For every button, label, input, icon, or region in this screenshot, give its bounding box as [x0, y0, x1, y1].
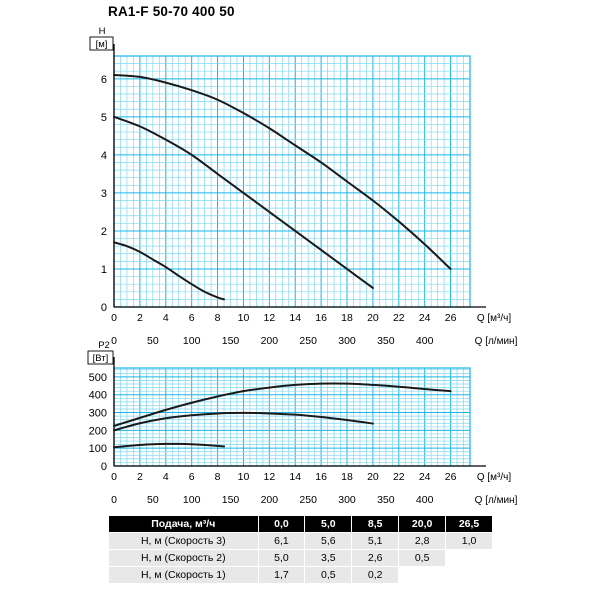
x-tick-label-power-lmin: 50 [146, 494, 159, 506]
y-tick-label-power: 400 [88, 389, 107, 402]
table-row [109, 550, 493, 567]
x-tick-label-power-lmin: 400 [415, 494, 434, 506]
table-cell: 5,0 [258, 550, 305, 567]
x-tick-label-head-lmin: 250 [299, 335, 317, 347]
table-cell [399, 567, 446, 584]
x-tick-label-power-m3h: 14 [289, 471, 302, 483]
table-cell: 6,1 [258, 533, 305, 550]
table-header-cell-1: 0,0 [258, 516, 305, 533]
y-tick-label-head: 2 [100, 225, 107, 238]
table-cell: 0,2 [352, 567, 399, 584]
power-chart-grid [114, 357, 486, 466]
x-tick-label-head-m3h: 16 [315, 312, 327, 324]
y-unit-label-head: [м] [95, 39, 108, 50]
x-tick-label-power-lmin: 150 [221, 494, 240, 506]
y-axis-title-power: P2 [98, 340, 110, 351]
x-axis-title-power-m3h: Q [м³/ч] [476, 472, 512, 483]
x-tick-label-power-m3h: 6 [188, 471, 195, 483]
x-tick-label-head-m3h: 4 [162, 312, 169, 324]
table-header-cell-5: 26,5 [446, 516, 493, 533]
row-label: H, м (Скорость 2) [109, 550, 259, 567]
y-tick-label-head: 1 [100, 263, 107, 276]
x-tick-label-power-m3h: 12 [263, 471, 276, 483]
table-cell: 2,6 [352, 550, 399, 567]
y-tick-label-head: 6 [100, 73, 107, 86]
x-tick-label-power-lmin: 300 [338, 494, 356, 506]
x-axis-title-head-lmin: Q [л/мин] [474, 336, 518, 347]
x-tick-label-power-m3h: 16 [315, 471, 327, 483]
x-tick-label-power-lmin: 250 [299, 494, 317, 506]
table-cell [446, 550, 493, 567]
y-axis-title-head: H [98, 26, 106, 37]
table-cell: 3,5 [305, 550, 352, 567]
x-tick-label-head-m3h: 10 [237, 312, 250, 324]
table-cell: 1,7 [258, 567, 305, 584]
x-tick-label-head-lmin: 400 [415, 335, 434, 347]
table-cell: 5,6 [305, 533, 352, 550]
table-cell: 0,5 [305, 567, 352, 584]
y-tick-label-power: 300 [88, 407, 107, 420]
x-tick-label-power-m3h: 2 [136, 471, 143, 483]
x-tick-label-power-m3h: 26 [444, 471, 457, 483]
x-tick-label-head-m3h: 20 [367, 312, 379, 324]
table-header-row [109, 516, 493, 533]
x-tick-label-power-m3h: 22 [392, 471, 405, 483]
y-tick-label-power: 0 [100, 461, 107, 473]
y-tick-label-power: 500 [88, 371, 107, 384]
y-tick-label-head: 5 [100, 111, 107, 124]
x-tick-label-head-m3h: 0 [111, 312, 117, 324]
x-tick-label-power-m3h: 0 [111, 471, 117, 483]
x-tick-label-head-m3h: 6 [188, 312, 195, 324]
table-cell [446, 567, 493, 584]
x-tick-label-head-lmin: 100 [182, 335, 201, 347]
x-tick-label-head-m3h: 18 [341, 312, 353, 324]
table-header-cell-3: 8,5 [352, 516, 399, 533]
table-cell: 5,1 [352, 533, 399, 550]
x-tick-label-head-m3h: 22 [392, 312, 405, 324]
table-row [109, 533, 493, 550]
y-tick-label-head: 0 [100, 302, 107, 314]
x-axis-title-power-lmin: Q [л/мин] [474, 495, 518, 506]
x-tick-label-head-m3h: 2 [136, 312, 143, 324]
table-cell: 0,5 [399, 550, 446, 567]
x-tick-label-head-m3h: 14 [289, 312, 302, 324]
x-tick-label-power-m3h: 10 [237, 471, 250, 483]
y-tick-label-power: 100 [88, 443, 107, 456]
x-tick-label-power-lmin: 350 [377, 494, 395, 506]
x-tick-label-power-m3h: 4 [162, 471, 169, 483]
x-tick-label-head-lmin: 0 [111, 335, 117, 347]
y-tick-label-head: 4 [100, 149, 107, 162]
y-tick-label-head: 3 [100, 187, 107, 200]
x-tick-label-head-lmin: 350 [377, 335, 395, 347]
page-title: RA1-F 50-70 400 50 [108, 4, 235, 19]
x-tick-label-head-lmin: 300 [338, 335, 356, 347]
table-row [109, 567, 493, 584]
x-tick-label-head-m3h: 26 [444, 312, 457, 324]
x-tick-label-power-m3h: 24 [418, 471, 431, 483]
x-tick-label-power-m3h: 18 [341, 471, 353, 483]
x-tick-label-power-m3h: 20 [367, 471, 379, 483]
table-header-cell-0: Подача, м³/ч [109, 516, 259, 533]
x-tick-label-head-lmin: 50 [146, 335, 159, 347]
row-label: H, м (Скорость 3) [109, 533, 259, 550]
x-tick-label-power-lmin: 0 [111, 494, 117, 506]
x-tick-label-head-m3h: 24 [418, 312, 431, 324]
x-tick-label-head-m3h: 12 [263, 312, 276, 324]
table-header-cell-2: 5,0 [305, 516, 352, 533]
row-label: H, м (Скорость 1) [109, 567, 259, 584]
x-axis-title-head-m3h: Q [м³/ч] [476, 313, 512, 324]
x-tick-label-head-lmin: 150 [221, 335, 240, 347]
table-cell: 2,8 [399, 533, 446, 550]
table-cell: 1,0 [446, 533, 493, 550]
x-tick-label-head-m3h: 8 [214, 312, 221, 324]
x-tick-label-power-m3h: 8 [214, 471, 221, 483]
chart-root [88, 26, 518, 506]
x-tick-label-power-lmin: 100 [182, 494, 201, 506]
x-tick-label-power-lmin: 200 [260, 494, 279, 506]
head-curve-speed-1 [114, 242, 224, 299]
y-unit-label-power: [Вт] [92, 353, 109, 364]
table-header-cell-4: 20,0 [399, 516, 446, 533]
x-tick-label-head-lmin: 200 [260, 335, 279, 347]
performance-table [108, 515, 493, 584]
y-tick-label-power: 200 [88, 425, 107, 438]
